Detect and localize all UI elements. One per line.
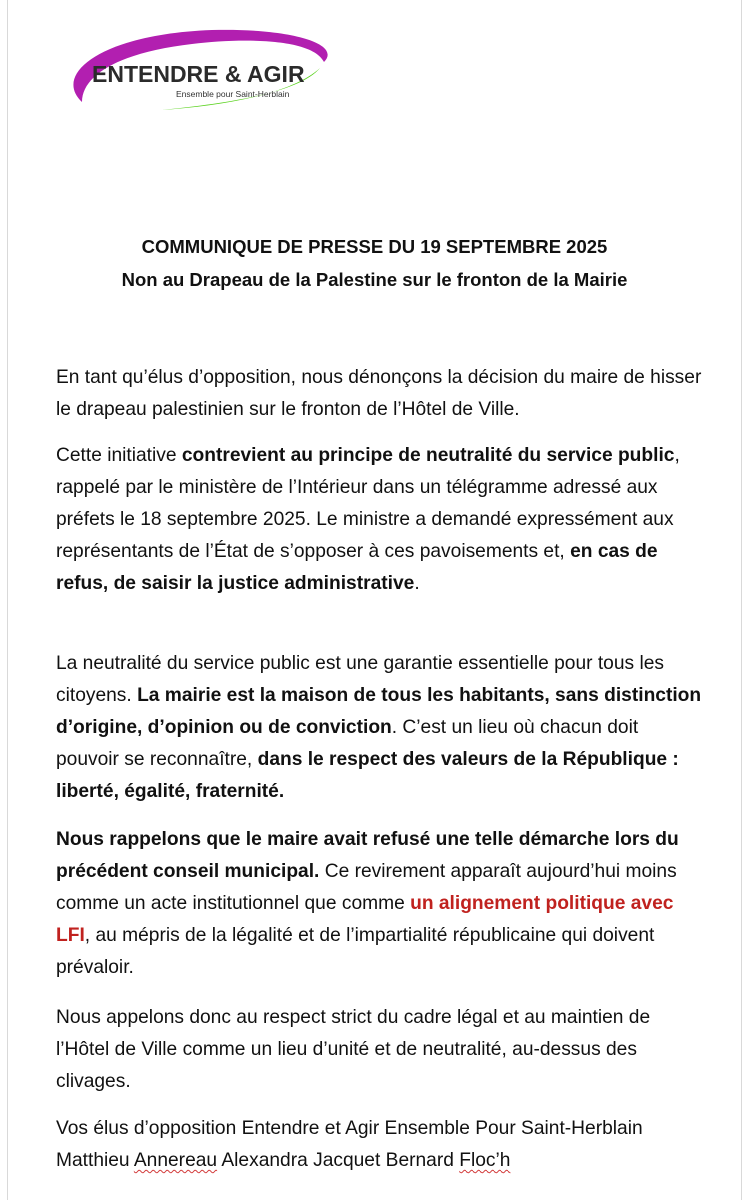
signature-names	[56, 1145, 706, 1177]
p4-text-2: , au mépris de la légalité et de l’impartialité républicaine qui doivent prévaloir.	[56, 925, 655, 978]
p3-bold-1: La mairie est la maison de tous les habitants, sans distinction d’origine, d’opinion ou de conviction	[56, 685, 702, 738]
name-floch: Floc’h	[459, 1150, 511, 1171]
p4-text-1: Ce revirement apparaît aujourd’hui moins comme un acte institutionnel que comme	[56, 861, 677, 914]
paragraph-1	[56, 362, 706, 426]
p2-text-3: .	[414, 573, 420, 594]
logo-title: ENTENDRE & AGIR	[92, 61, 305, 87]
paragraph-4	[56, 824, 706, 984]
paragraph-2	[56, 440, 706, 600]
signature-block	[56, 1113, 706, 1177]
signature-line-1: Vos élus d’opposition Entendre et Agir Ensemble Pour Saint-Herblain	[56, 1118, 643, 1139]
p2-bold-2: en cas de refus, de saisir la justice administrative	[56, 541, 658, 594]
paragraph-5	[56, 1002, 706, 1098]
name-annereau: Annereau	[133, 1150, 218, 1171]
p4-highlight-lfi: un alignement politique avec LFI	[56, 893, 674, 946]
p1-text: En tant qu’élus d’opposition, nous dénonçons la décision du maire de hisser le drapeau palestinien sur le fronton de l’Hôtel de Ville.	[56, 367, 702, 420]
p3-text-2: . C’est un lieu où chacun doit pouvoir se reconnaître,	[56, 717, 639, 770]
p3-bold-2: dans le respect des valeurs de la République : liberté, égalité, fraternité.	[56, 749, 679, 802]
p2-bold-1: contrevient au principe de neutralité du service public	[181, 445, 675, 466]
name-jacquet-bernard: Alexandra Jacquet Bernard	[221, 1150, 454, 1171]
press-release-subtitle: Non au Drapeau de la Palestine sur le fronton de la Mairie	[121, 269, 628, 290]
entendre-agir-logo	[62, 24, 334, 116]
p3-text-1: La neutralité du service public est une garantie essentielle pour tous les citoyens.	[56, 653, 664, 706]
press-release-title: COMMUNIQUE DE PRESSE DU 19 SEPTEMBRE 2025	[141, 236, 608, 257]
logo-graphic	[62, 24, 334, 116]
p4-bold-1: Nous rappelons que le maire avait refusé une telle démarche lors du précédent conseil municipal.	[56, 829, 679, 882]
logo-tagline: Ensemble pour Saint-Herblain	[176, 89, 290, 99]
p2-text-2: , rappelé par le ministère de l’Intérieur dans un télégramme adressé aux préfets le 18 septembre 2025. Le ministre a demandé expressément aux représentants de l’État de s’opposer à ces pavoisements et,	[56, 445, 680, 562]
name-matthieu: Matthieu	[56, 1150, 130, 1171]
p2-text-1: Cette initiative	[56, 445, 182, 466]
paragraph-3	[56, 648, 706, 808]
p5-text: Nous appelons donc au respect strict du cadre légal et au maintien de l’Hôtel de Ville comme un lieu d’unité et de neutralité, au-dessus des clivages.	[56, 1007, 651, 1092]
